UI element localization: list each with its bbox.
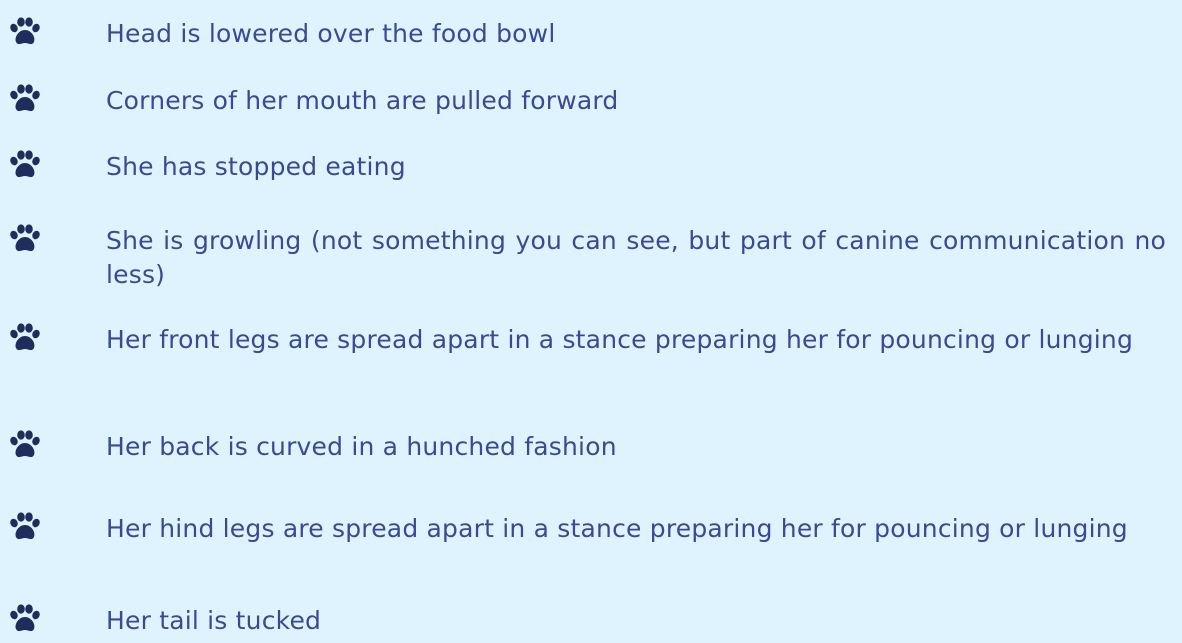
paw-icon [8, 323, 42, 353]
item-text: She is growling (not something you can see, but part of canine communication no less) [106, 226, 1166, 289]
paw-icon [8, 604, 42, 634]
item-text: Her back is curved in a hunched fashion [106, 432, 617, 461]
paw-icon [8, 512, 42, 542]
item-text: Corners of her mouth are pulled forward [106, 86, 619, 115]
paw-icon [8, 17, 42, 47]
item-text: Her tail is tucked [106, 606, 322, 635]
paw-icon [8, 150, 42, 180]
item-text: She has stopped eating [106, 152, 406, 181]
paw-icon [8, 224, 42, 254]
item-text: Head is lowered over the food bowl [106, 19, 556, 48]
item-text: Her front legs are spread apart in a stance preparing her for pouncing or lunging [106, 325, 1134, 354]
paw-icon [8, 430, 42, 460]
item-text: Her hind legs are spread apart in a stance preparing her for pouncing or lunging [106, 514, 1128, 543]
paw-icon [8, 84, 42, 114]
